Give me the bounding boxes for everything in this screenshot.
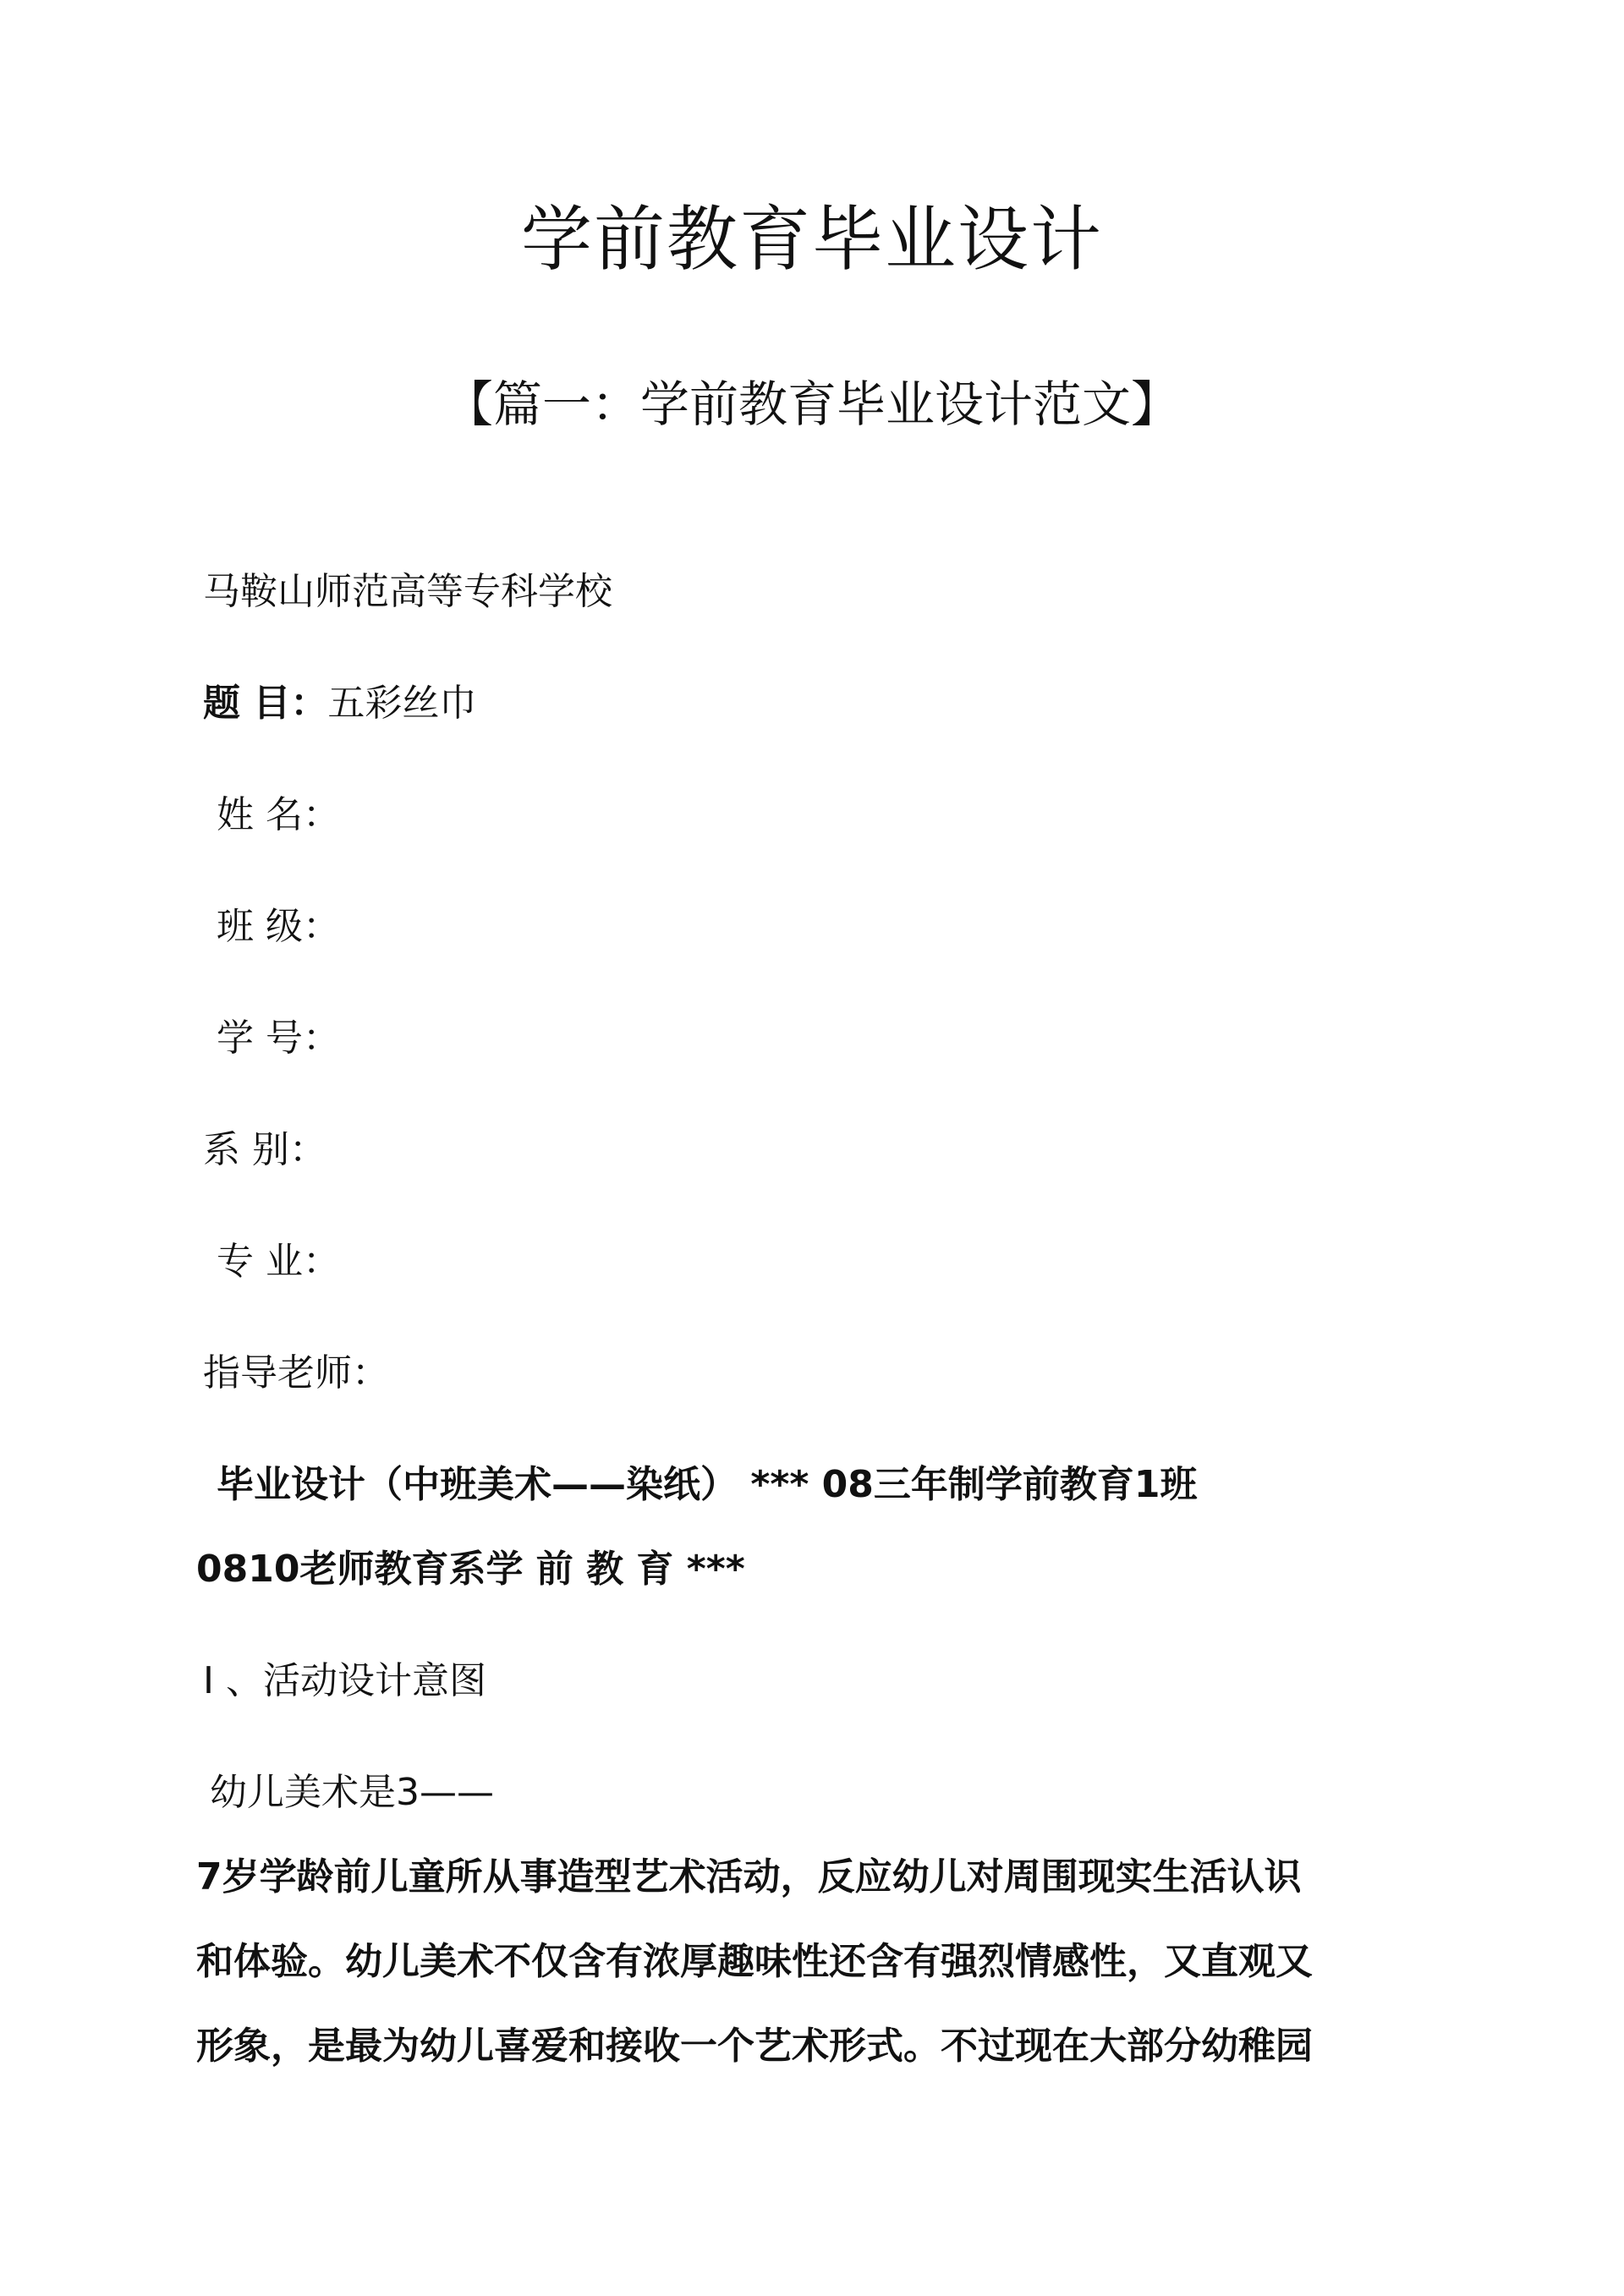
field-major [217,1236,340,1287]
body-line: 形象，是最为幼儿喜爱和接收一个艺术形式。不过现在大部分幼稚园 [196,2025,1313,2068]
summary-line-1: 毕业设计（中班美术——染纸） *** 08三年制学前教育1班 [217,1463,1198,1506]
field-department-label: 系 别： [203,1128,326,1171]
school-name: 马鞍山师范高等专科学校 [203,570,612,613]
body-line: 7岁学龄前儿童所从事造型艺术活动，反应幼儿对周围现实生活认识 [196,1855,1302,1899]
field-major-label: 专 业： [217,1240,340,1283]
field-name-label: 姓 名： [217,793,340,836]
body-line: 幼儿美术是3—— [210,1771,494,1814]
field-department [203,1125,326,1175]
field-class-label: 班 级： [217,905,340,948]
section-heading: Ⅰ 、活动设计意图 [203,1659,486,1702]
body-line: 和体验。幼儿美术不仅含有浓厚趣味性还含有强烈情感性，又直观又 [196,1940,1313,1983]
field-advisor-label: 指导老师： [203,1351,389,1395]
summary-line-2: 0810老师教育系学 前 教 育 *** [196,1548,745,1591]
document-subtitle: 【篇一：学前教育毕业设计范文】 [443,375,1180,433]
field-student-id [217,1013,340,1064]
field-name [217,790,340,841]
field-advisor [203,1348,389,1399]
field-student-id-label: 学 号： [217,1016,340,1060]
field-class [217,901,340,952]
field-topic-value: 五彩丝巾 [327,682,477,725]
field-topic-label: 题 目： [203,682,328,725]
document-title: 学前教育毕业设计 [520,198,1103,281]
field-topic [203,678,476,729]
